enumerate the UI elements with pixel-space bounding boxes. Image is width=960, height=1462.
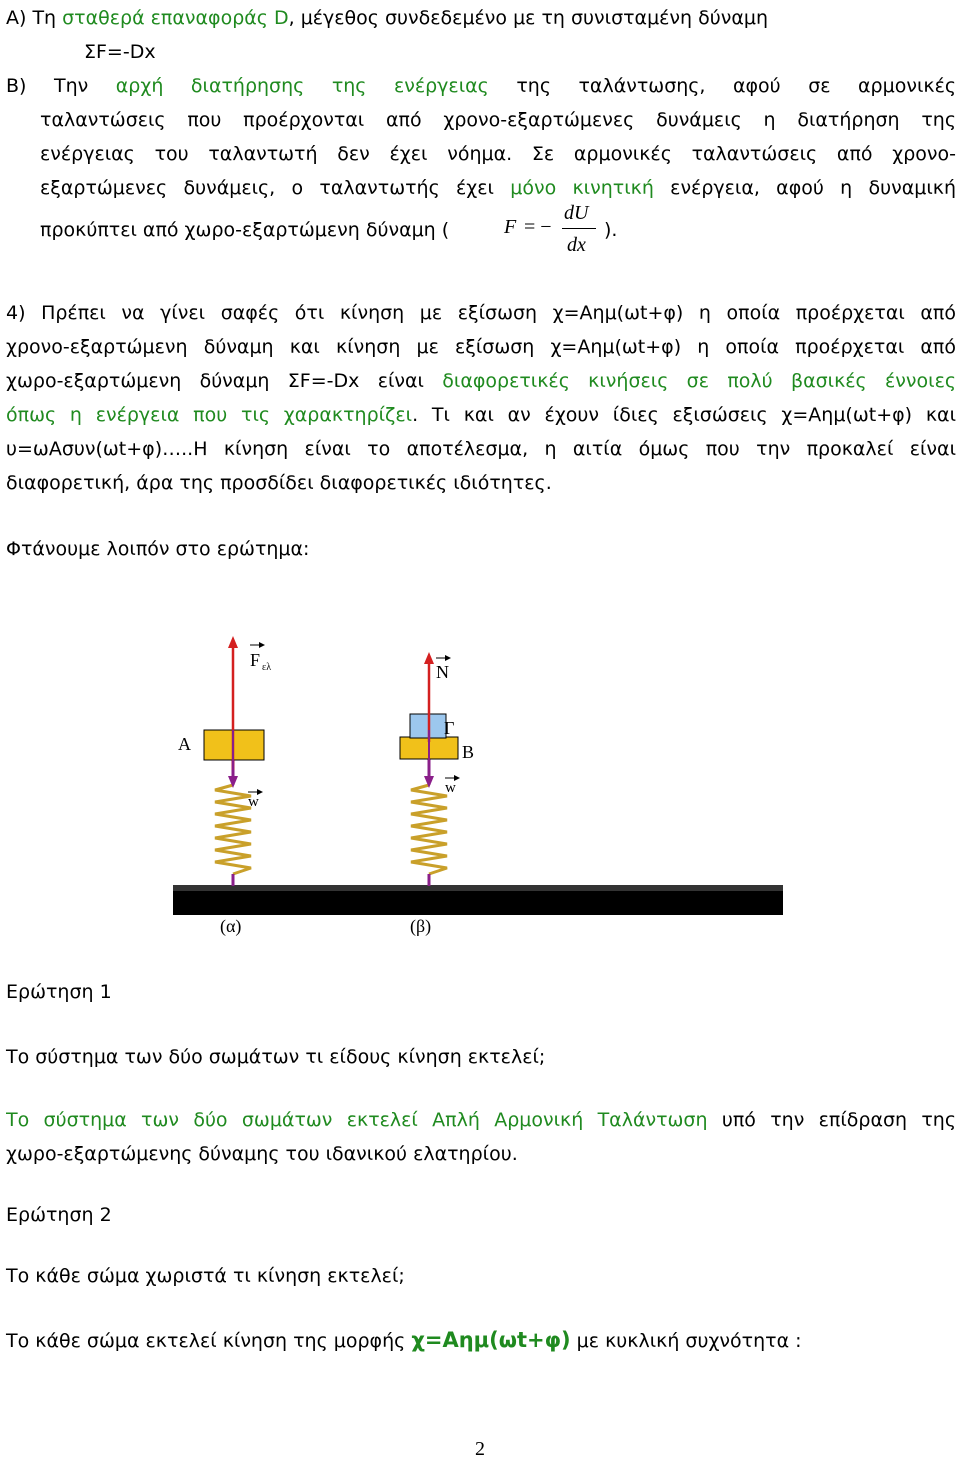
force-arrow-b-head <box>424 652 434 664</box>
section-4-line-2: χρονο-εξαρτώμενη δύναμη και κίνηση με εξίσωση χ=Αημ(ωt+φ) η οποία προέρχεται από <box>6 336 956 358</box>
section-4-line-1: 4) Πρέπει να γίνει σαφές ότι κίνηση με εξίσωση χ=Αημ(ωt+φ) η οποία προέρχεται από <box>6 302 956 324</box>
highlight-text: Το σύστημα των δύο σωμάτων εκτελεί Απλή Αρμονική Ταλάντωση <box>6 1109 708 1131</box>
section-4-line-3 <box>6 369 956 393</box>
highlight-text: σταθερά επαναφοράς D <box>62 7 289 29</box>
highlight-text: μόνο κινητική <box>510 177 654 199</box>
highlight-text: αρχή διατήρησης της ενέργειας <box>115 75 489 97</box>
weight-b-symbol: w <box>445 780 456 796</box>
caption-b: (β) <box>410 916 432 936</box>
equation-equals: = − <box>524 216 552 238</box>
section-b-line-5-suffix: ). <box>604 219 618 241</box>
question-1-title: Ερώτηση 1 <box>6 981 112 1003</box>
section-4-line-6: διαφορετική, άρα της προσδίδει διαφορετικές ιδιότητες. <box>6 472 552 494</box>
equation-numerator: dU <box>564 202 589 224</box>
section-4-line-5: υ=ωΑσυν(ωt+φ)…..Η κίνηση είναι το αποτέλεσμα, η αιτία όμως που την προκαλεί είναι <box>6 438 956 460</box>
ground-top <box>173 885 783 891</box>
question-2-title: Ερώτηση 2 <box>6 1204 112 1226</box>
section-a-formula: ΣF=-Dx <box>84 41 156 63</box>
question-1-answer-line-2: χωρο-εξαρτώμενης δύναμης του ιδανικού ελατηρίου. <box>6 1143 518 1165</box>
text: . Τι και αν έχουν ίδιες εξισώσεις χ=Αημ(ωt+φ) και <box>412 404 956 426</box>
spring-mass-figure <box>170 630 785 940</box>
force-arrow-a-head <box>228 636 238 648</box>
highlight-text: όπως η ενέργεια που τις χαρακτηρίζει <box>6 404 413 426</box>
text: ενέργεια, αφού η δυναμική <box>653 177 956 199</box>
force-el-symbol: F <box>250 650 261 670</box>
text: εξαρτώμενες δυνάμεις, ο ταλαντωτής έχει <box>40 177 511 199</box>
text: Το κάθε σώμα εκτελεί κίνηση της μορφής <box>6 1330 412 1352</box>
equation-F: F <box>504 216 517 238</box>
section-b-line-1 <box>6 74 956 98</box>
force-el-subscript: ελ <box>262 662 272 673</box>
force-label-el <box>250 642 271 673</box>
page-number: 2 <box>475 1438 485 1460</box>
weight-a-symbol: w <box>248 794 259 810</box>
section-b-line-4 <box>40 176 956 200</box>
fraction-bar <box>562 228 596 229</box>
weight-label-a <box>248 789 263 810</box>
highlight-formula: χ=Αημ(ωt+φ) <box>411 1328 571 1352</box>
question-2-answer <box>6 1328 802 1353</box>
text: B) Την <box>6 75 116 97</box>
highlight-text: διαφορετικές κινήσεις σε πολύ βασικές έννοιες <box>442 370 956 392</box>
intro-question: Φτάνουμε λοιπόν στο ερώτημα: <box>6 538 310 560</box>
weight-label-b <box>445 775 460 796</box>
section-b-line-3: ενέργειας του ταλαντωτή δεν έχει νόημα. Σε αρμονικές ταλαντώσεις από χρονο- <box>40 143 956 165</box>
label-A: Α <box>178 734 191 754</box>
force-N-symbol: N <box>436 662 449 682</box>
section-4-line-4 <box>6 403 956 427</box>
question-2-text: Το κάθε σώμα χωριστά τι κίνηση εκτελεί; <box>6 1265 405 1287</box>
question-1-text: Το σύστημα των δύο σωμάτων τι είδους κίνηση εκτελεί; <box>6 1046 546 1068</box>
equation-denominator: dx <box>567 234 586 256</box>
force-label-N <box>436 655 451 682</box>
question-1-answer-line-1 <box>6 1108 956 1132</box>
text: A) Τη <box>6 7 63 29</box>
text: της ταλάντωσης, αφού σε αρμονικές <box>488 75 956 97</box>
section-b-line-5-prefix: προκύπτει από χωρο-εξαρτώμενη δύναμη ( <box>40 219 450 241</box>
text: χωρο-εξαρτώμενη δύναμη ΣF=-Dx είναι <box>6 370 443 392</box>
section-a-line <box>6 6 768 30</box>
caption-a: (α) <box>220 916 242 936</box>
label-G: Γ <box>444 718 455 738</box>
label-B: Β <box>462 742 475 762</box>
text: υπό την επίδραση της <box>707 1109 956 1131</box>
section-b-line-2: ταλαντώσεις που προέρχονται από χρονο-εξαρτώμενες δυνάμεις η διατήρηση της <box>40 109 956 131</box>
text: με κυκλική συχνότητα : <box>570 1330 802 1352</box>
text: , μέγεθος συνδεδεμένο με τη συνισταμένη δύναμη <box>288 7 769 29</box>
